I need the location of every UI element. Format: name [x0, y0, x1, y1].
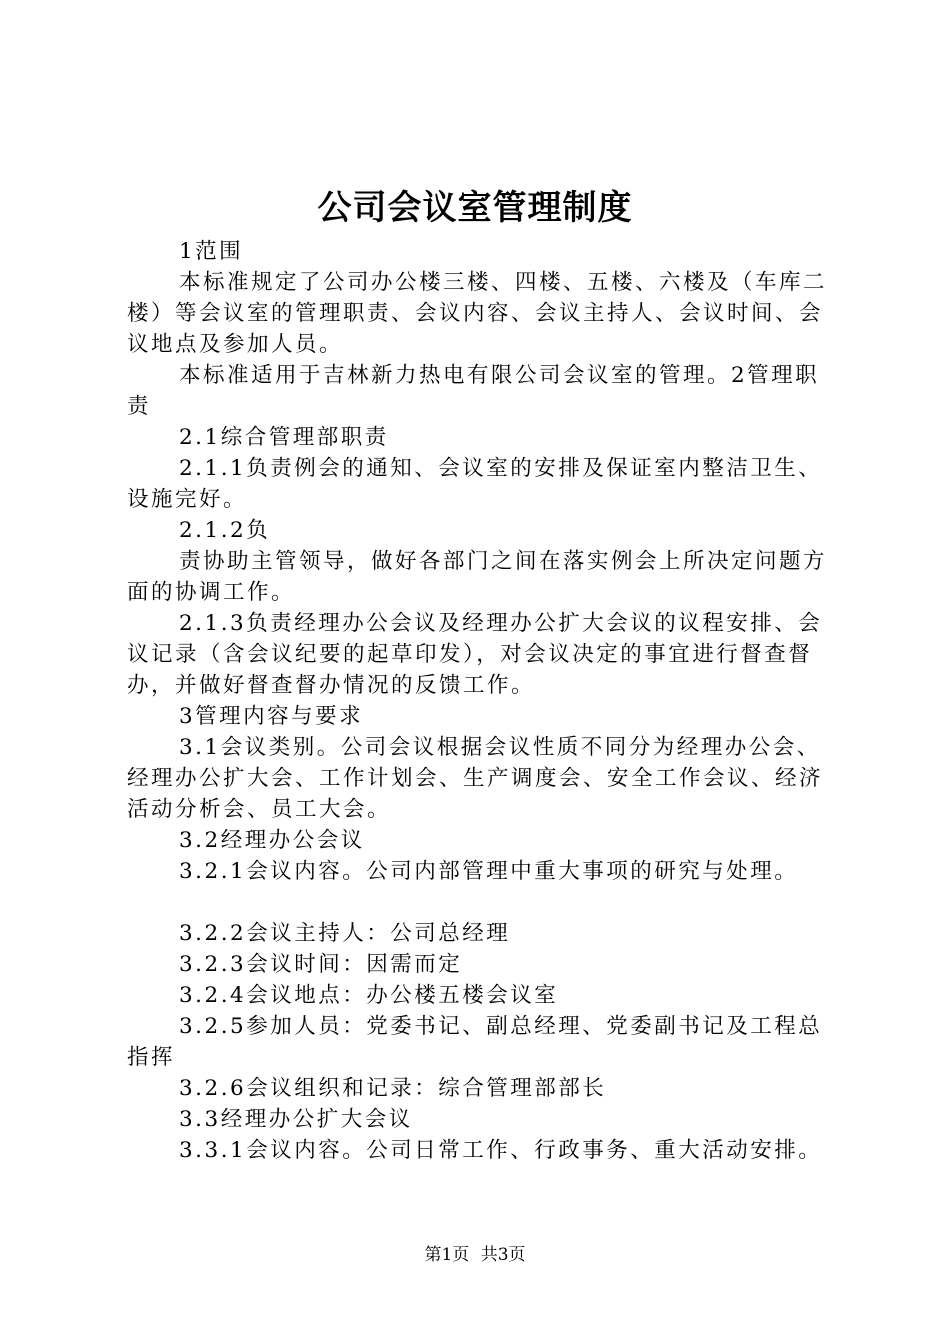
paragraph: 3.3.1会议内容。公司日常工作、行政事务、重大活动安排。	[179, 1138, 823, 1163]
paragraph: 责协助主管领导，做好各部门之间在落实例会上所决定问题方面的协调工作。	[127, 549, 828, 605]
paragraph: 3.2.5参加人员：党委书记、副总经理、党委副书记及工程总指挥	[127, 1014, 823, 1070]
paragraph: 3.2.2会议主持人：公司总经理	[179, 921, 511, 946]
paragraph: 3.2.1会议内容。公司内部管理中重大事项的研究与处理。	[179, 859, 799, 884]
document-title: 公司会议室管理制度	[317, 188, 633, 228]
paragraph: 2.1.2负	[179, 518, 271, 543]
paragraph: 本标准适用于吉林新力热电有限公司会议室的管理。2管理职责	[127, 363, 820, 419]
paragraph: 3.2经理办公会议	[179, 828, 365, 853]
paragraph: 3管理内容与要求	[179, 704, 364, 729]
paragraph: 3.3经理办公扩大会议	[179, 1107, 413, 1132]
paragraph: 2.1.1负责例会的通知、会议室的安排及保证室内整洁卫生、设施完好。	[127, 456, 823, 512]
paragraph: 2.1.3负责经理办公会议及经理办公扩大会议的议程安排、会议记录（含会议纪要的起草印发），对会议决定的事宜进行督查督办，并做好督查督办情况的反馈工作。	[127, 611, 823, 698]
paragraph: 本标准规定了公司办公楼三楼、四楼、五楼、六楼及（车库二楼）等会议室的管理职责、会议内容、会议主持人、会议时间、会议地点及参加人员。	[127, 270, 828, 357]
paragraph: 3.2.3会议时间：因需而定	[179, 952, 463, 977]
total-page-count: 共3页	[480, 1245, 526, 1265]
paragraph: 3.2.6会议组织和记录：综合管理部部长	[179, 1076, 607, 1101]
paragraph: 3.2.4会议地点：办公楼五楼会议室	[179, 983, 559, 1008]
current-page-number: 第1页	[424, 1245, 470, 1265]
paragraph: 1范围	[179, 239, 244, 264]
paragraph: 3.1会议类别。公司会议根据会议性质不同分为经理办公会、经理办公扩大会、工作计划会、生产调度会、安全工作会议、经济活动分析会、员工大会。	[127, 735, 824, 822]
paragraph: 2.1综合管理部职责	[179, 425, 389, 450]
document-body	[127, 236, 837, 1166]
page-footer	[0, 1243, 950, 1267]
